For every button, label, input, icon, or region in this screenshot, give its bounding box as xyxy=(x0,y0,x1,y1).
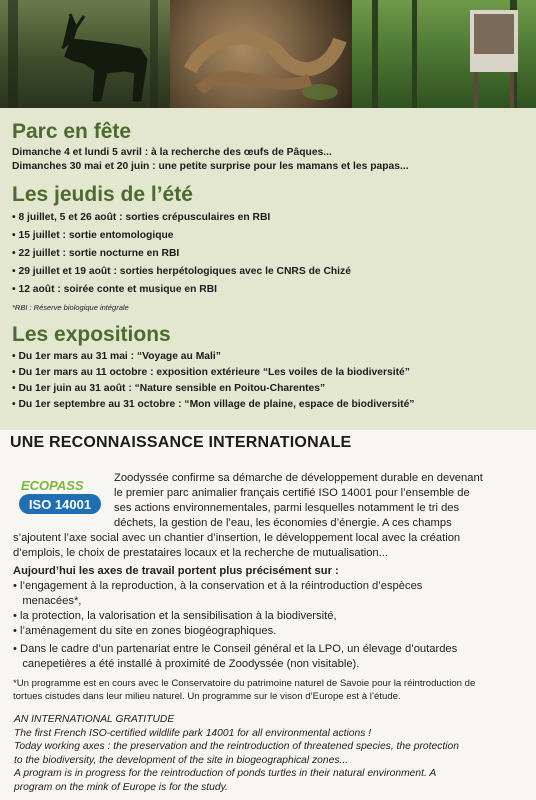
photo-strip xyxy=(0,0,536,108)
intro-paragraph: Zoodyssée confirme sa démarche de développement durable en devenant le premier parc animalier français certifié ISO 14001 pour l’ensemble de ses actions environnementales, parmi lesquelles notamment le tri des déchets, la gestion de l’eau, les économies d’énergie. A ces champs xyxy=(114,472,483,529)
international-heading: UNE RECONNAISSANCE INTERNATIONALE xyxy=(10,434,352,451)
footnote: *Un programme est en cours avec le Conservatoire du patrimoine naturel de Savoie pour la réintroduction de tortues cistudes dans leur milieu naturel. Un programme sur le vison d’Europe est à l’étude. xyxy=(13,678,476,702)
deer-photo xyxy=(0,0,170,108)
exposition-item: • Du 1er juin au 31 août : “Nature sensible en Poitou-Charentes” xyxy=(12,382,325,396)
forest-photo xyxy=(352,0,536,108)
jeudis-item: • 8 juillet, 5 et 26 août : sorties crépusculaires en RBI xyxy=(12,211,270,225)
axes-heading: Aujourd’hui les axes de travail portent plus précisément sur : xyxy=(13,565,339,577)
exposition-item: • Du 1er mars au 11 octobre : exposition extérieure “Les voiles de la biodiversité” xyxy=(12,366,410,380)
jeudis-title: Les jeudis de l’été xyxy=(12,183,193,206)
logo-ecopass-text: ECOPASS xyxy=(21,478,84,493)
jeudis-item: • 29 juillet et 19 août : sorties herpétologiques avec le CNRS de Chizé xyxy=(12,265,351,279)
rbi-note: *RBI : Réserve biologique intégrale xyxy=(12,303,129,312)
event-line: Dimanches 30 mai et 20 juin : une petite surprise pour les mamans et les papas... xyxy=(12,161,409,172)
event-line: Dimanche 4 et lundi 5 avril : à la recherche des œufs de Pâques... xyxy=(12,147,332,158)
parc-en-fete-title: Parc en fête xyxy=(12,120,132,143)
english-summary: AN INTERNATIONAL GRATITUDE The first French ISO-certified wildlife park 14001 for all environmental actions ! Today working axes : the preservation and the reintroduction of threatened species, the protection to the biodiversity, the development of the site in biogeographical zones... A program is in progress for the reintroduction of ponds turtles in their natural environment. A program on the mink of Europe is for the study. xyxy=(14,714,459,793)
axes-list: • l’engagement à la reproduction, à la conservation et à la réintroduction d’espèces menacées*, • la protection, la valorisation et la sensibilisation à la biodiversité, • l’aménagement du site en zones biogéographiques. • Dans le cadre d’un partenariat entre le Conseil général et la LPO, un élevage d’outardes canepetières a été installé à proximité de Zoodyssée (non visitable). xyxy=(13,580,458,670)
snake-photo xyxy=(170,0,352,108)
intro-continuation: s’ajoutent l’axe social avec un chantier d’insertion, le développement local avec la création d’emplois, le choix de prestataires locaux et la recherche de mutualisation... xyxy=(13,532,461,559)
expositions-title: Les expositions xyxy=(12,323,171,346)
logo-iso-text: ISO 14001 xyxy=(28,497,92,512)
jeudis-item: • 12 août : soirée conte et musique en RBI xyxy=(12,283,217,297)
exposition-item: • Du 1er mars au 31 mai : “Voyage au Mali” xyxy=(12,350,221,364)
ecopass-iso-logo xyxy=(17,476,103,518)
jeudis-item: • 22 juillet : sortie nocturne en RBI xyxy=(12,247,179,261)
exposition-item: • Du 1er septembre au 31 octobre : “Mon village de plaine, espace de biodiversité” xyxy=(12,398,414,412)
jeudis-item: • 15 juillet : sortie entomologique xyxy=(12,229,174,243)
